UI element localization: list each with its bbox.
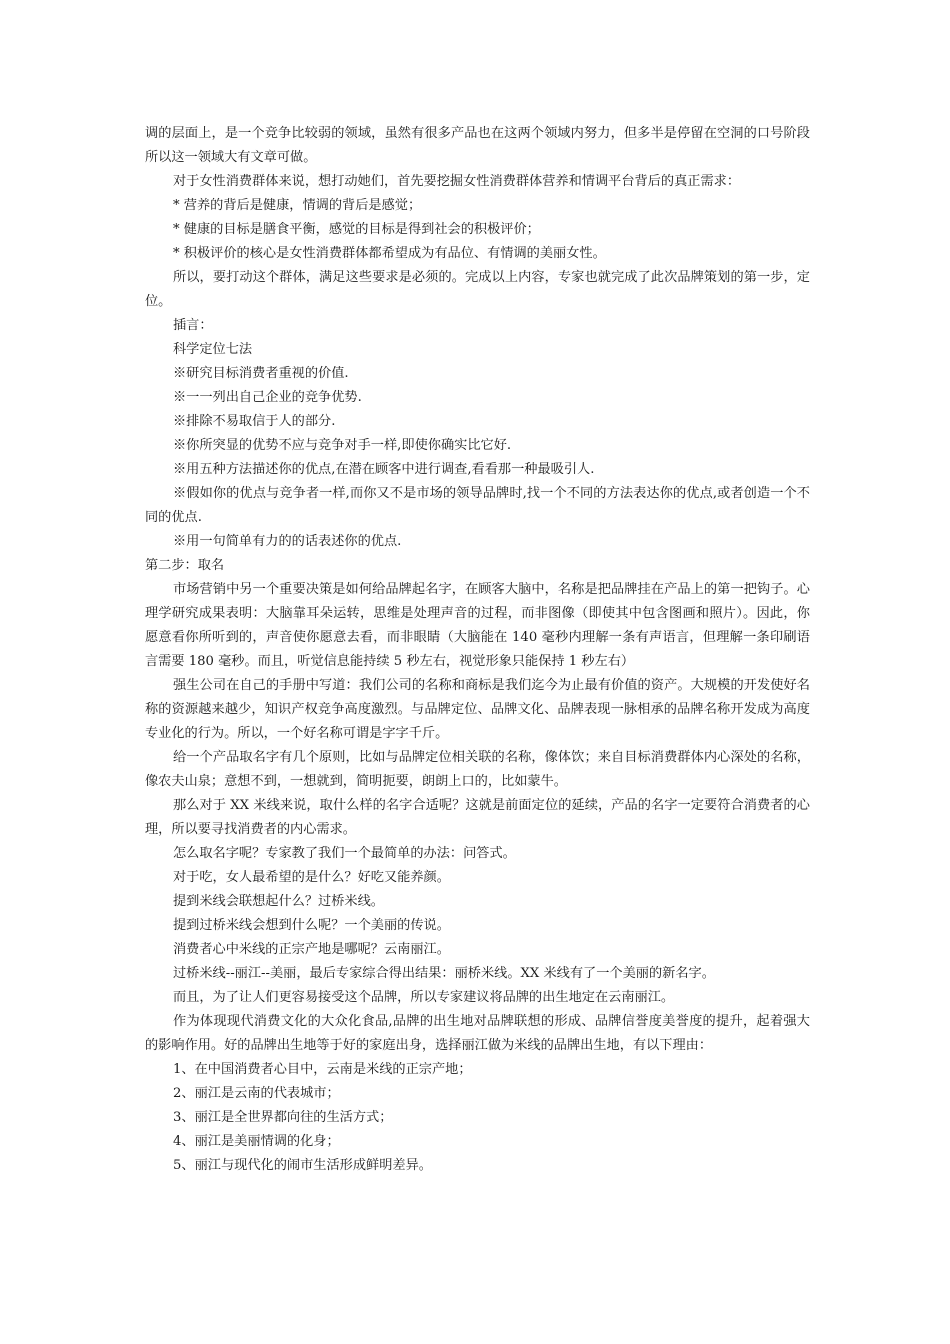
paragraph: ※用五种方法描述你的优点,在潜在顾客中进行调查,看看那一种最吸引人.: [173, 462, 595, 477]
paragraph: ※用一句简单有力的的话表述你的优点.: [173, 534, 402, 549]
paragraph: 所以，要打动这个群体，满足这些要求是必须的。完成以上内容，专家也就完成了此次品牌策划的第一步，定位。: [145, 270, 810, 309]
paragraph: ※假如你的优点与竞争者一样,而你又不是市场的领导品牌时,找一个不同的方法表达你的优点,或者创造一个不同的优点.: [145, 486, 810, 525]
paragraph: * 营养的背后是健康，情调的背后是感觉；: [173, 198, 422, 213]
paragraph: 第二步：取名: [145, 558, 225, 573]
paragraph: * 健康的目标是膳食平衡，感觉的目标是得到社会的积极评价；: [173, 222, 540, 237]
paragraph: 提到过桥米线会想到什么呢？一个美丽的传说。: [173, 918, 450, 933]
paragraph: 2、丽江是云南的代表城市；: [173, 1086, 340, 1101]
paragraph: 对于女性消费群体来说，想打动她们，首先要挖掘女性消费群体营养和情调平台背后的真正需求：: [173, 174, 741, 189]
paragraph: 插言：: [173, 318, 213, 333]
paragraph: 强生公司在自己的手册中写道：我们公司的名称和商标是我们迄今为止最有价值的资产。大规模的开发使好名称的资源越来越少，知识产权竞争高度激烈。与品牌定位、品牌文化、品牌表现一脉相承的品牌名称开发成为高度专业化的行为。所以，一个好名称可谓是字字千斤。: [145, 678, 810, 741]
paragraph: 给一个产品取名字有几个原则，比如与品牌定位相关联的名称，像体饮；来自目标消费群体内心深处的名称，像农夫山泉；意想不到，一想就到，简明扼要，朗朗上口的，比如蒙牛。: [145, 750, 810, 789]
paragraph: 市场营销中另一个重要决策是如何给品牌起名字，在顾客大脑中，名称是把品牌挂在产品上的第一把钩子。心理学研究成果表明：大脑靠耳朵运转，思维是处理声音的过程，而非图像（即使其中包含图画和照片）。因此，你愿意看你所听到的，声音使你愿意去看，而非眼睛（大脑能在 140 毫秒内理解一条有声语言，但理解一条印刷语言需要 180 毫秒。而且，听觉信息能持续 5 秒左右，视觉形象只能保持 1 秒左右）: [145, 582, 810, 669]
paragraph: 4、丽江是美丽情调的化身；: [173, 1134, 340, 1149]
paragraph: 而且，为了让人们更容易接受这个品牌，所以专家建议将品牌的出生地定在云南丽江。: [173, 990, 675, 1005]
paragraph: 3、丽江是全世界都向往的生活方式；: [173, 1110, 393, 1125]
paragraph: ※排除不易取信于人的部分.: [173, 414, 336, 429]
paragraph: 过桥米线--丽江--美丽，最后专家综合得出结果：丽桥米线。XX 米线有了一个美丽的新名字。: [173, 966, 715, 981]
paragraph: 怎么取名字呢？专家教了我们一个最简单的办法：问答式。: [173, 846, 516, 861]
paragraph: 提到米线会联想起什么？过桥米线。: [173, 894, 384, 909]
paragraph: ※一一列出自己企业的竞争优势.: [173, 390, 362, 405]
paragraph: 作为体现现代消费文化的大众化食品,品牌的出生地对品牌联想的形成、品牌信誉度美誉度的提升，起着强大的影响作用。好的品牌出生地等于好的家庭出身，选择丽江做为米线的品牌出生地，有以下理由：: [145, 1014, 810, 1053]
paragraph: 对于吃，女人最希望的是什么？好吃又能养颜。: [173, 870, 450, 885]
document-page: [145, 122, 810, 1178]
paragraph: ※研究目标消费者重视的价值.: [173, 366, 349, 381]
paragraph: 那么对于 XX 米线来说，取什么样的名字合适呢？这就是前面定位的延续，产品的名字一定要符合消费者的心理，所以要寻找消费者的内心需求。: [145, 798, 810, 837]
paragraph: 科学定位七法: [173, 342, 253, 357]
paragraph: ※你所突显的优势不应与竞争对手一样,即使你确实比它好.: [173, 438, 512, 453]
paragraph: 1、在中国消费者心目中，云南是米线的正宗产地；: [173, 1062, 472, 1077]
paragraph: 调的层面上，是一个竞争比较弱的领域，虽然有很多产品也在这两个领域内努力，但多半是停留在空洞的口号阶段所以这一领域大有文章可做。: [145, 126, 810, 165]
paragraph: 5、丽江与现代化的闹市生活形成鲜明差异。: [173, 1158, 432, 1173]
paragraph: * 积极评价的核心是女性消费群体都希望成为有品位、有情调的美丽女性。: [173, 246, 606, 261]
paragraph: 消费者心中米线的正宗产地是哪呢？云南丽江。: [173, 942, 450, 957]
